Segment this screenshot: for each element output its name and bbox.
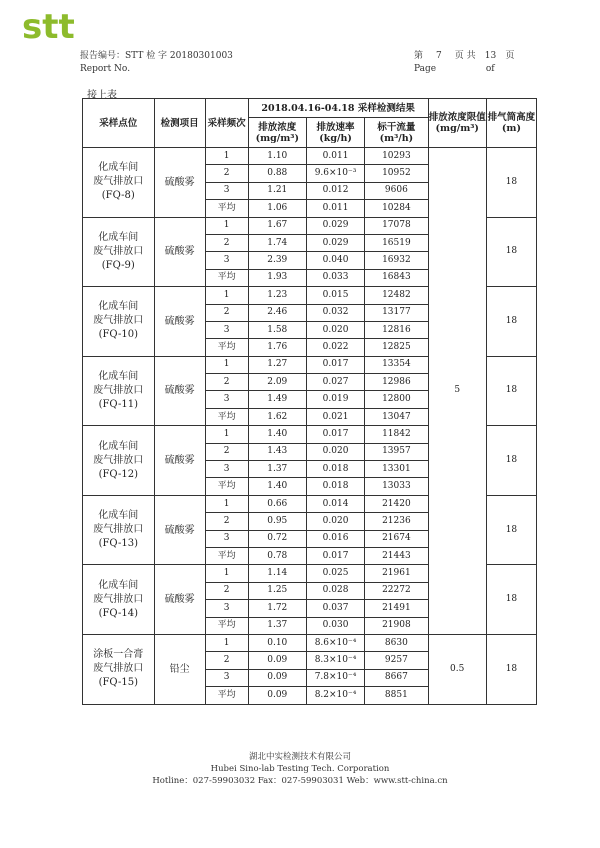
cell-concentration: 1.93	[248, 269, 306, 286]
cell-rate: 0.033	[306, 269, 364, 286]
cell-frequency: 2	[205, 443, 248, 460]
cell-location	[83, 148, 155, 218]
location-line: (FQ-10)	[98, 329, 138, 341]
cell-frequency: 3	[205, 600, 248, 617]
location-line: 化成车间	[98, 162, 139, 174]
page-indicator	[414, 50, 514, 76]
cell-flow: 12482	[365, 287, 428, 304]
header-concentration: 排放浓度(mg/m³)	[248, 118, 306, 148]
header-group-title: 2018.04.16-04.18 采样检测结果	[248, 99, 428, 118]
cell-flow: 9606	[365, 182, 428, 199]
cell-height: 18	[486, 356, 536, 426]
cell-limit-shared: 5	[428, 148, 486, 635]
cell-concentration: 1.27	[248, 356, 306, 373]
cell-frequency: 1	[205, 217, 248, 234]
location-line: 化成车间	[98, 370, 139, 382]
cell-rate: 0.020	[306, 443, 364, 460]
page-label-2: 页 共	[454, 51, 476, 61]
cell-item: 硫酸雾	[154, 356, 205, 426]
cell-rate: 0.029	[306, 234, 364, 251]
cell-flow: 21908	[365, 617, 428, 634]
cell-rate: 0.011	[306, 200, 364, 217]
cell-concentration: 1.43	[248, 443, 306, 460]
cell-frequency: 平均	[205, 408, 248, 425]
location-line: 废气排放口	[93, 245, 144, 257]
location-line: (FQ-13)	[98, 538, 138, 550]
cell-rate: 8.3×10⁻⁴	[306, 652, 364, 669]
cell-rate: 9.6×10⁻³	[306, 165, 364, 182]
cell-frequency: 1	[205, 287, 248, 304]
cell-rate: 0.037	[306, 600, 364, 617]
cell-rate: 0.029	[306, 217, 364, 234]
cell-concentration: 1.21	[248, 182, 306, 199]
location-line: 废气排放口	[93, 524, 144, 536]
cell-frequency: 2	[205, 582, 248, 599]
location-line: 化成车间	[98, 231, 139, 243]
cell-concentration: 1.76	[248, 339, 306, 356]
cell-rate: 0.027	[306, 374, 364, 391]
location-line: 废气排放口	[93, 315, 144, 327]
header-item: 检测项目	[154, 99, 205, 148]
cell-frequency: 2	[205, 374, 248, 391]
cell-concentration: 1.62	[248, 408, 306, 425]
location-line: (FQ-11)	[98, 398, 138, 410]
cell-concentration: 1.23	[248, 287, 306, 304]
cell-concentration: 0.66	[248, 495, 306, 512]
svg-text:stt: stt	[22, 7, 75, 46]
footer-contact: Hotline：027-59903032 Fax：027-59903031 Web：www.stt-china.cn	[152, 776, 448, 786]
cell-flow: 21491	[365, 600, 428, 617]
cell-flow: 21961	[365, 565, 428, 582]
cell-flow: 10952	[365, 165, 428, 182]
cell-frequency: 3	[205, 530, 248, 547]
company-logo	[22, 6, 92, 46]
cell-location	[83, 426, 155, 496]
continuation-note: 接上表	[87, 90, 117, 101]
cell-frequency: 3	[205, 182, 248, 199]
cell-rate: 0.021	[306, 408, 364, 425]
cell-height: 18	[486, 634, 536, 704]
cell-rate: 0.015	[306, 287, 364, 304]
cell-frequency: 1	[205, 565, 248, 582]
cell-frequency: 3	[205, 461, 248, 478]
cell-flow: 22272	[365, 582, 428, 599]
cell-item: 硫酸雾	[154, 565, 205, 635]
cell-location	[83, 565, 155, 635]
cell-flow: 16932	[365, 252, 428, 269]
cell-concentration: 2.09	[248, 374, 306, 391]
cell-concentration: 0.09	[248, 652, 306, 669]
cell-rate: 0.020	[306, 321, 364, 338]
cell-concentration: 1.06	[248, 200, 306, 217]
cell-frequency: 3	[205, 391, 248, 408]
cell-frequency: 1	[205, 634, 248, 651]
cell-location	[83, 217, 155, 287]
cell-concentration: 1.74	[248, 234, 306, 251]
cell-rate: 0.017	[306, 356, 364, 373]
cell-rate: 0.016	[306, 530, 364, 547]
table-row	[83, 634, 537, 651]
cell-concentration: 1.14	[248, 565, 306, 582]
cell-location	[83, 287, 155, 357]
cell-item: 硫酸雾	[154, 287, 205, 357]
cell-frequency: 1	[205, 148, 248, 165]
cell-flow: 13177	[365, 304, 428, 321]
cell-flow: 12825	[365, 339, 428, 356]
footer-company-en: Hubei Sino-lab Testing Tech. Corporation	[210, 764, 390, 774]
cell-concentration: 0.09	[248, 669, 306, 686]
location-line: (FQ-8)	[101, 190, 135, 202]
cell-rate: 0.017	[306, 426, 364, 443]
cell-flow: 11842	[365, 426, 428, 443]
header-limit: 排放浓度限值(mg/m³)	[428, 99, 486, 148]
cell-rate: 0.017	[306, 547, 364, 564]
cell-rate: 0.018	[306, 478, 364, 495]
page-label-1: 第	[414, 51, 424, 61]
cell-frequency: 平均	[205, 269, 248, 286]
cell-flow: 8851	[365, 687, 428, 704]
cell-rate: 0.028	[306, 582, 364, 599]
cell-rate: 0.022	[306, 339, 364, 356]
header-location: 采样点位	[83, 99, 155, 148]
cell-concentration: 2.46	[248, 304, 306, 321]
cell-concentration: 1.67	[248, 217, 306, 234]
cell-rate: 0.020	[306, 513, 364, 530]
cell-flow: 16519	[365, 234, 428, 251]
cell-concentration: 1.58	[248, 321, 306, 338]
header-flow: 标干流量(m³/h)	[365, 118, 428, 148]
location-line: 废气排放口	[93, 176, 144, 188]
cell-location	[83, 495, 155, 565]
cell-frequency: 3	[205, 669, 248, 686]
cell-rate: 0.032	[306, 304, 364, 321]
location-line: (FQ-15)	[98, 677, 138, 689]
cell-frequency: 平均	[205, 478, 248, 495]
page-label-en: Page	[414, 64, 437, 74]
cell-frequency: 1	[205, 426, 248, 443]
cell-item: 铅尘	[154, 634, 205, 704]
cell-flow: 12800	[365, 391, 428, 408]
cell-frequency: 平均	[205, 687, 248, 704]
cell-concentration: 0.72	[248, 530, 306, 547]
footer	[0, 751, 600, 787]
cell-frequency: 2	[205, 165, 248, 182]
cell-concentration: 1.10	[248, 148, 306, 165]
cell-location	[83, 634, 155, 704]
header-frequency: 采样频次	[205, 99, 248, 148]
page-number: 7	[436, 51, 442, 61]
cell-height: 18	[486, 426, 536, 496]
cell-concentration: 2.39	[248, 252, 306, 269]
cell-concentration: 1.37	[248, 617, 306, 634]
cell-flow: 8630	[365, 634, 428, 651]
cell-rate: 0.025	[306, 565, 364, 582]
cell-rate: 0.018	[306, 461, 364, 478]
cell-height: 18	[486, 495, 536, 565]
cell-rate: 0.040	[306, 252, 364, 269]
location-line: (FQ-14)	[98, 607, 138, 619]
table-row	[83, 148, 537, 165]
cell-concentration: 1.72	[248, 600, 306, 617]
cell-flow: 12816	[365, 321, 428, 338]
location-line: 废气排放口	[93, 454, 144, 466]
cell-item: 硫酸雾	[154, 495, 205, 565]
cell-flow: 13957	[365, 443, 428, 460]
cell-frequency: 2	[205, 652, 248, 669]
cell-flow: 10284	[365, 200, 428, 217]
cell-frequency: 2	[205, 513, 248, 530]
location-line: 涂板一合膏	[93, 649, 144, 661]
cell-flow: 13301	[365, 461, 428, 478]
cell-location	[83, 356, 155, 426]
cell-frequency: 平均	[205, 200, 248, 217]
footer-company-cn: 湖北中实检测技术有限公司	[248, 752, 351, 762]
cell-frequency: 平均	[205, 617, 248, 634]
cell-rate: 0.030	[306, 617, 364, 634]
cell-flow: 21420	[365, 495, 428, 512]
cell-concentration: 1.37	[248, 461, 306, 478]
cell-concentration: 0.95	[248, 513, 306, 530]
location-line: 化成车间	[98, 510, 139, 522]
cell-rate: 0.019	[306, 391, 364, 408]
cell-item: 硫酸雾	[154, 426, 205, 496]
cell-flow: 17078	[365, 217, 428, 234]
page-total: 13	[484, 51, 497, 61]
location-line: (FQ-9)	[101, 259, 135, 271]
cell-rate: 7.8×10⁻⁴	[306, 669, 364, 686]
results-table	[82, 98, 537, 705]
cell-flow: 16843	[365, 269, 428, 286]
cell-flow: 13033	[365, 478, 428, 495]
cell-frequency: 平均	[205, 547, 248, 564]
cell-concentration: 1.40	[248, 426, 306, 443]
cell-flow: 9257	[365, 652, 428, 669]
cell-rate: 8.6×10⁻⁴	[306, 634, 364, 651]
cell-concentration: 1.25	[248, 582, 306, 599]
cell-flow: 21236	[365, 513, 428, 530]
cell-flow: 21443	[365, 547, 428, 564]
cell-concentration: 0.78	[248, 547, 306, 564]
location-line: 废气排放口	[93, 663, 144, 675]
cell-frequency: 3	[205, 252, 248, 269]
cell-height: 18	[486, 565, 536, 635]
cell-rate: 0.014	[306, 495, 364, 512]
cell-flow: 12986	[365, 374, 428, 391]
cell-flow: 21674	[365, 530, 428, 547]
cell-frequency: 平均	[205, 339, 248, 356]
report-number	[80, 50, 233, 76]
cell-concentration: 0.88	[248, 165, 306, 182]
cell-flow: 13047	[365, 408, 428, 425]
cell-concentration: 0.10	[248, 634, 306, 651]
cell-flow: 13354	[365, 356, 428, 373]
location-line: (FQ-12)	[98, 468, 138, 480]
cell-limit: 0.5	[428, 634, 486, 704]
of-label-en: of	[485, 64, 495, 74]
header-height: 排气筒高度(m)	[486, 99, 536, 148]
cell-height: 18	[486, 217, 536, 287]
cell-item: 硫酸雾	[154, 217, 205, 287]
report-number-cn: 报告编号：STT 检 字 20180301003	[80, 51, 233, 61]
cell-concentration: 1.49	[248, 391, 306, 408]
cell-rate: 8.2×10⁻⁴	[306, 687, 364, 704]
cell-height: 18	[486, 287, 536, 357]
cell-frequency: 2	[205, 304, 248, 321]
page-label-3: 页	[505, 51, 515, 61]
cell-concentration: 0.09	[248, 687, 306, 704]
cell-rate: 0.012	[306, 182, 364, 199]
cell-frequency: 1	[205, 356, 248, 373]
location-line: 化成车间	[98, 301, 139, 313]
cell-height: 18	[486, 148, 536, 218]
cell-rate: 0.011	[306, 148, 364, 165]
report-number-en: Report No.	[80, 64, 131, 74]
cell-flow: 8667	[365, 669, 428, 686]
location-line: 废气排放口	[93, 593, 144, 605]
header-rate: 排放速率(kg/h)	[306, 118, 364, 148]
location-line: 化成车间	[98, 579, 139, 591]
cell-flow: 10293	[365, 148, 428, 165]
cell-concentration: 1.40	[248, 478, 306, 495]
cell-frequency: 3	[205, 321, 248, 338]
location-line: 化成车间	[98, 440, 139, 452]
location-line: 废气排放口	[93, 384, 144, 396]
cell-frequency: 1	[205, 495, 248, 512]
cell-frequency: 2	[205, 234, 248, 251]
cell-item: 硫酸雾	[154, 148, 205, 218]
